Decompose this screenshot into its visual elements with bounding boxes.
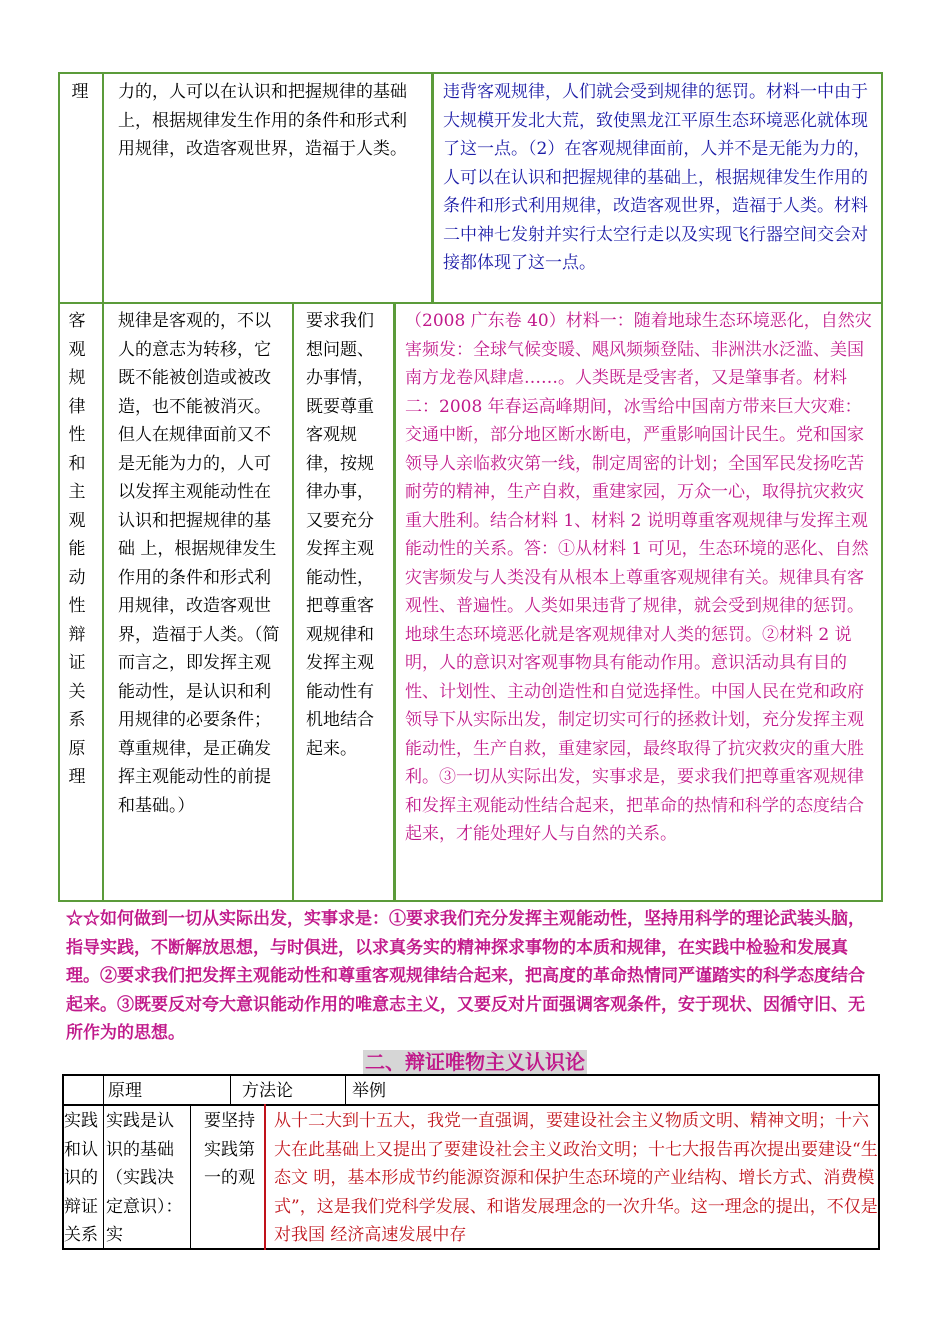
table-2-col-divider [103,1074,104,1106]
table-2-col-divider [264,1104,266,1250]
table-1-col-divider [102,72,104,902]
table-1-col-divider [292,302,294,902]
row-label: 实践和认识的辩证关系 [64,1111,98,1245]
principle-cell: 规律是客观的，不以人的意志为转移，它既不能被创造或被改造，也不能被消灭。但人在规律面前又不是无能为力的，人可以发挥主观能动性在认识和把握规律的基础 上，根据规律发生作用的条件和形式利用规律，改造客观世界，造福于人类。（简而言之，即发挥主观能动性，是认识和利用规律的必要条件；尊重规律，是正确发 挥主观能动性的前提和基础。） [118,311,280,816]
table-2-col-divider [345,1074,346,1106]
table-1-col-divider [431,72,434,304]
header-methodology: 方法论 [242,1081,293,1101]
table-1-row-divider [58,302,883,304]
principle-cell: 实践是认识的基础（实践决定意识）：实 [106,1111,183,1245]
principle-cell: 力的，人可以在认识和把握规律的基础上，根据规律发生作用的条件和形式利用规律，改造客观世界，造福于人类。 [118,82,407,159]
table-2-col-divider [230,1074,231,1106]
row-label: 理 [71,82,89,102]
example-cell: 违背客观规律，人们就会受到规律的惩罚。材料一中由于大规模开发北大荒，致使黑龙江平原生态环境恶化就体现了这一点。（2）在客观规律面前，人并不是无能为力的，人可以在认识和把握规律的基础上，根据规律发生作用的条件和形式利用规律，改造客观世界，造福于人类。材料二中神七发射并实行太空行走以及实现飞行器空间交会对接都体现了这一点。 [443,82,871,273]
table-1-col-divider [393,302,396,902]
row-label: 客观规律性和主观能动性辩证关系原理 [68,311,86,787]
header-example: 举例 [352,1081,386,1101]
example-cell: （2008 广东卷 40）材料一：随着地球生态环境恶化，自然灾害频发：全球气候变暖、飓风频频登陆、非洲洪水泛滥、美国南方龙卷风肆虐……。人类既是受害者，又是肇事者。材料二：2008 年春运高峰期间，冰雪给中国南方带来巨大灾难：交通中断，部分地区断水断电，严重影响国计民生。党和国家领导人亲临救灾第一线，制定周密的计划；全国军民发扬吃苦耐劳的精神，生产自救，重建家园，万众一心，取得抗灾救灾重大胜利。结合材料 1、材料 2 说明尊重客观规律与发挥主观能动性的关系。答：①从材料 1 可见，生态环境的恶化、自然灾害频发与人类没有从根本上尊重客观规律有关。规律具有客观性、普遍性。人类如果违背了规律，就会受到规律的惩罚。地球生态环境恶化就是客观规律对人类的惩罚。②材料 2 说明，人的意识对客观事物具有能动作用。意识活动具有目的性、计划性、主动创造性和自觉选择性。中国人民在党和政府领导下从实际出发，制定切实可行的拯救计划，充分发挥主观能动性，生产自救，重建家园，最终取得了抗灾救灾的重大胜利。③一切从实际出发，实事求是，要求我们把尊重客观规律和发挥主观能动性结合起来，把革命的热情和科学的态度结合起来，才能处理好人与自然的关系。 [405,311,872,844]
methodology-cell: 要坚持实践第一的观 [204,1111,255,1188]
summary-note: ☆☆如何做到一切从实际出发，实事求是：①要求我们充分发挥主观能动性，坚持用科学的理论武装头脑，指导实践，不断解放思想，与时俱进，以求真务实的精神探求事物的本质和规律，在实践中检验和发展真理。②要求我们把发挥主观能动性和尊重客观规律结合起来，把高度的革命热情同严谨踏实的科学态度结合起来。③既要反对夸大意识能动作用的唯意志主义，又要反对片面强调客观条件，安于现状、因循守旧、无所作为的思想。 [66,909,865,1043]
section-title-text: 二、辩证唯物主义认识论 [365,1050,585,1074]
table-2-col-divider [103,1104,104,1250]
section-title [0,1046,950,1075]
table-2-col-divider [190,1104,191,1250]
example-cell: 从十二大到十五大，我党一直强调，要建设社会主义物质文明、精神文明；十六大在此基础上又提出了要建设社会主义政治文明；十七大报告再次提出要建设“生态文 明，基本形成节约能源资源和保护生态环境的产业结构、增长方式、消费模式”，这是我们党科学发展、和谐发展理念的一次升华。这一理念的提出，不仅是对我国 经济高速发展中存 [274,1111,878,1245]
methodology-cell: 要求我们想问题、办事情，既要尊重客观规律，按规律办事，又要充分发挥主观能动性，把尊重客观规律和发挥主观能动性有机地结合起来。 [306,311,374,759]
header-principle: 原理 [108,1081,142,1101]
